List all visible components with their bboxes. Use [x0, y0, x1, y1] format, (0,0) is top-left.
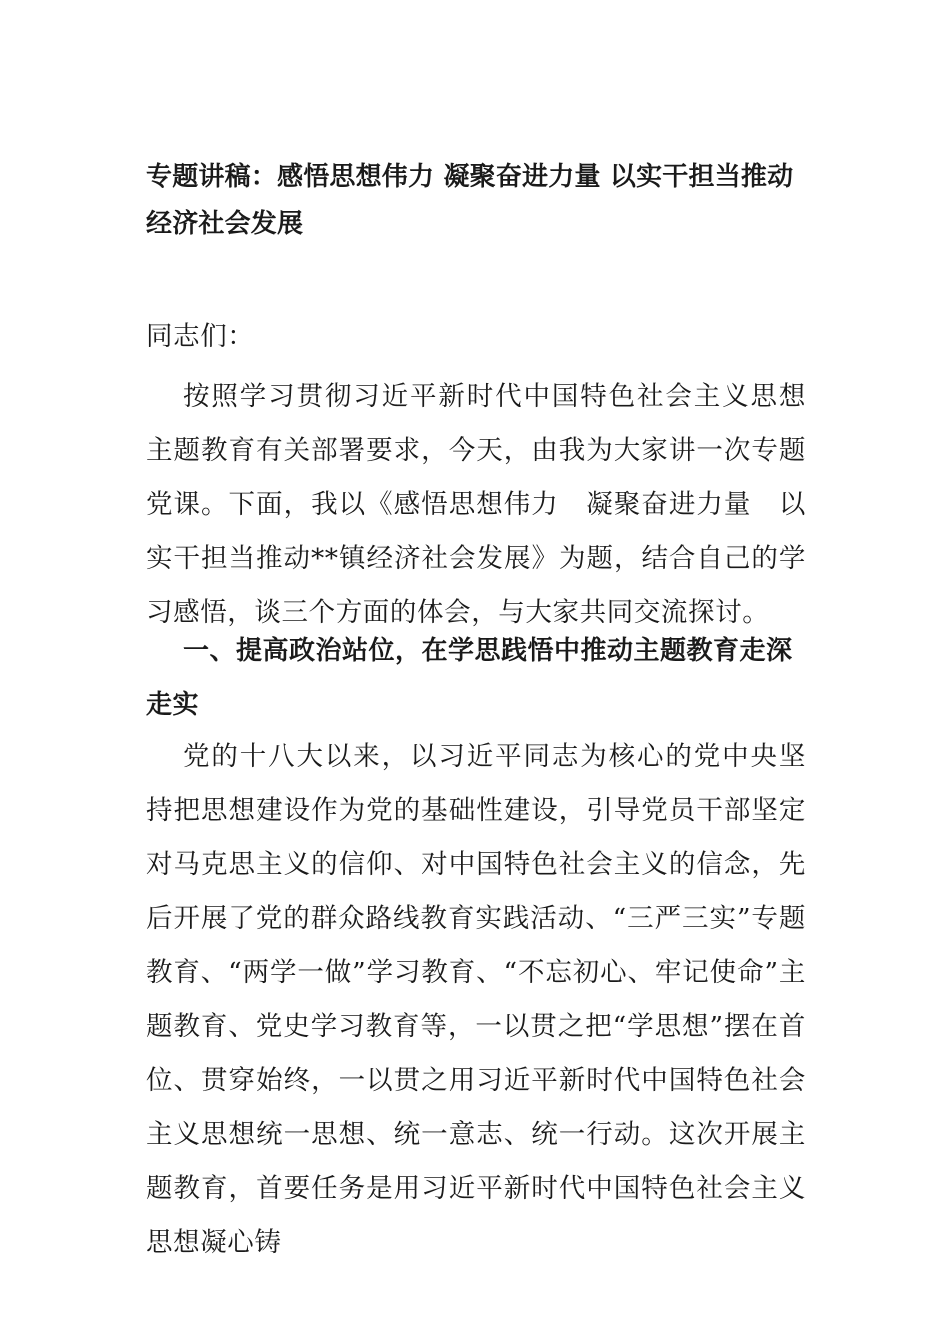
document-title: 专题讲稿：感悟思想伟力 凝聚奋进力量 以实干担当推动 经济社会发展	[146, 162, 794, 239]
intro-paragraph: 按照学习贯彻习近平新时代中国特色社会主义思想主题教育有关部署要求，今天，由我为大家讲一次专题党课。下面，我以《感悟思想伟力 凝聚奋进力量 以实干担当推动**镇经济社会发展》为题，结合自己的学习感悟，谈三个方面的体会，与大家共同交流探讨。	[146, 381, 806, 628]
section-heading-1: 一、提高政治站位，在学思践悟中推动主题教育走深走实	[146, 636, 793, 720]
salutation: 同志们：	[146, 321, 255, 352]
section-1-paragraph: 党的十八大以来，以习近平同志为核心的党中央坚持把思想建设作为党的基础性建设，引导党员干部坚定对马克思主义的信仰、对中国特色社会主义的信念，先后开展了党的群众路线教育实践活动、“三严三实”专题教育、“两学一做”学习教育、“不忘初心、牢记使命”主题教育、党史学习教育等，一以贯之把“学思想”摆在首位、贯穿始终，一以贯之用习近平新时代中国特色社会主义思想统一思想、统一意志、统一行动。这次开展主题教育，首要任务是用习近平新时代中国特色社会主义思想凝心铸	[146, 741, 806, 1258]
